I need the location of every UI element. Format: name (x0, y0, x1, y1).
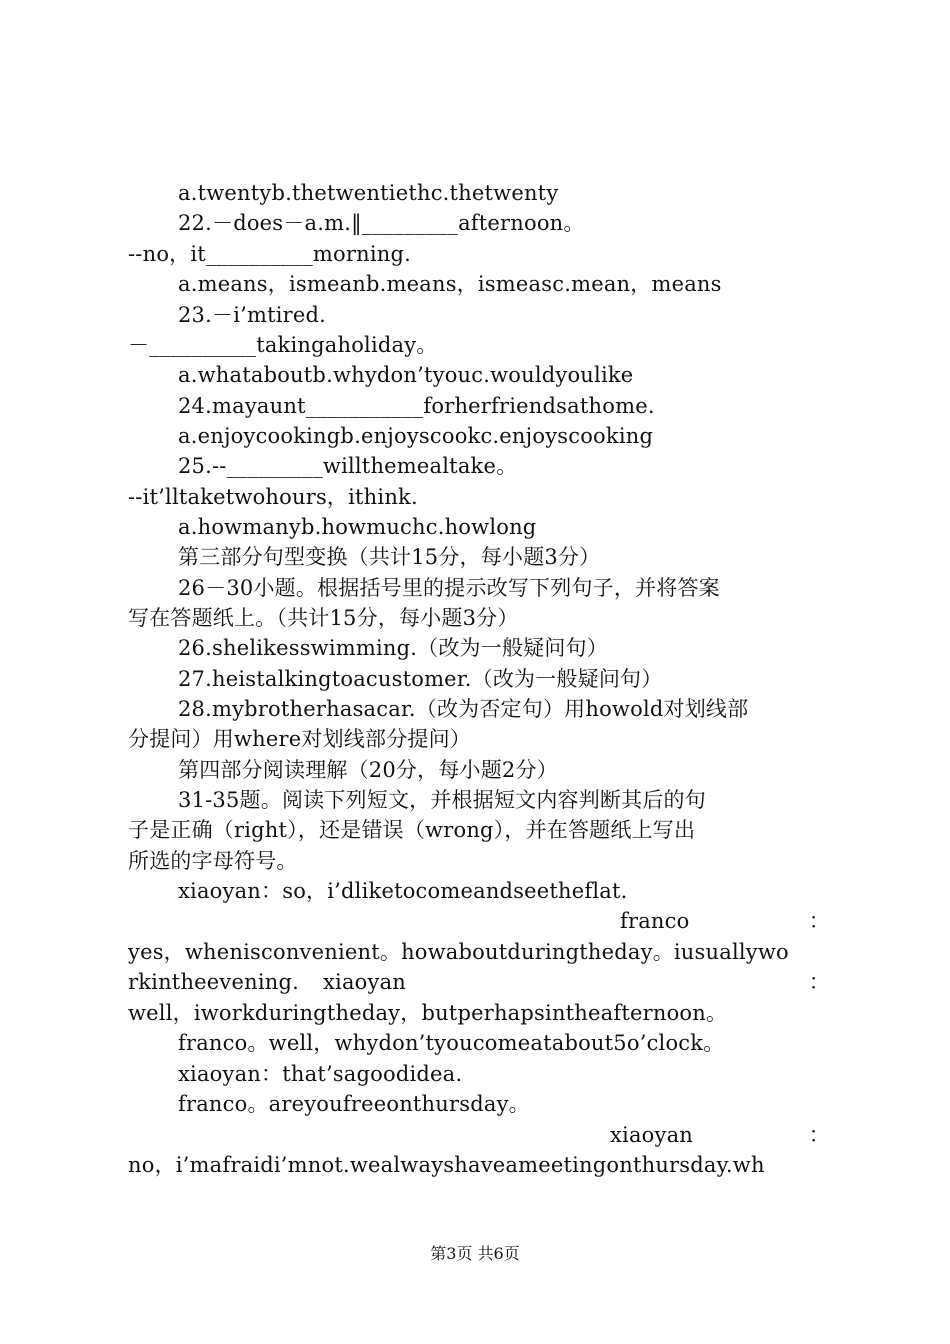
text-line: 31-35题。阅读下列短文，并根据短文内容判断其后的句 (178, 788, 706, 812)
dialogue-line: well，iworkduringtheday，butperhapsintheafternoon。 (128, 1001, 728, 1025)
text-line: 25.--_________willthemealtake。 (178, 454, 518, 478)
text-line: a.enjoycookingb.enjoyscookc.enjoyscooking (178, 424, 654, 448)
text-line: 28.mybrotherhasacar.（改为否定句）用howold对划线部 (178, 697, 749, 721)
dialogue-line: franco。areyoufreeonthursday。 (178, 1092, 530, 1116)
text-line: a.howmanyb.howmuchc.howlong (178, 515, 537, 539)
dialogue-line: franco。well，whydon’tyoucomeatabout5o’clock。 (178, 1031, 725, 1055)
text-line: 27.heistalkingtoacustomer.（改为一般疑问句） (178, 667, 663, 691)
dialogue-line: rkintheevening. (128, 970, 299, 994)
dialogue-line: xiaoyan：so，i’dliketocomeandseetheflat. (178, 879, 628, 903)
text-line: a.twentyb.thetwentiethc.thetwenty (178, 181, 559, 205)
dialogue-line: xiaoyan：that’sagoodidea. (178, 1062, 463, 1086)
text-line: --it’lltaketwohours，ithink. (128, 485, 418, 509)
dialogue-line: yes，whenisconvenient。howaboutduringtheday。iusuallywo (128, 940, 789, 964)
text-line: 22.－does－a.m.‖_________afternoon。 (178, 211, 585, 235)
text-line: －__________takingaholiday。 (128, 333, 438, 357)
speaker-label: xiaoyan (610, 1123, 694, 1147)
text-line: --no，it__________morning. (128, 242, 411, 266)
text-line: 所选的字母符号。 (128, 849, 298, 873)
section-heading: 第四部分阅读理解（20分，每小题2分） (178, 758, 558, 782)
page-footer: 第3页 共6页 (430, 1244, 520, 1263)
text-line: a.means，ismeanb.means，ismeasc.mean，means (178, 272, 722, 296)
dialogue-line: no，i’mafraidi’mnot.wealwayshaveameetingonthursday.wh (128, 1153, 765, 1177)
text-line: 26－30小题。根据括号里的提示改写下列句子，并将答案 (178, 576, 720, 600)
text-line: 分提问）用where对划线部分提问） (128, 727, 471, 751)
speaker-label: xiaoyan (323, 970, 407, 994)
section-heading: 第三部分句型变换（共计15分，每小题3分） (178, 545, 601, 569)
text-line: 子是正确（right），还是错误（wrong），并在答题纸上写出 (128, 818, 696, 842)
text-line: 24.mayaunt___________forherfriendsathome. (178, 394, 655, 418)
text-line: 26.shelikesswimming.（改为一般疑问句） (178, 636, 608, 660)
speaker-colon: ： (808, 970, 830, 994)
speaker-colon: ： (808, 1123, 830, 1147)
text-line: a.whataboutb.whydon’tyouc.wouldyoulike (178, 363, 634, 387)
speaker-colon: ： (808, 909, 830, 933)
text-line: 写在答题纸上。（共计15分，每小题3分） (128, 606, 519, 630)
text-line: 23.－i’mtired. (178, 303, 327, 327)
speaker-label: franco (620, 909, 690, 933)
